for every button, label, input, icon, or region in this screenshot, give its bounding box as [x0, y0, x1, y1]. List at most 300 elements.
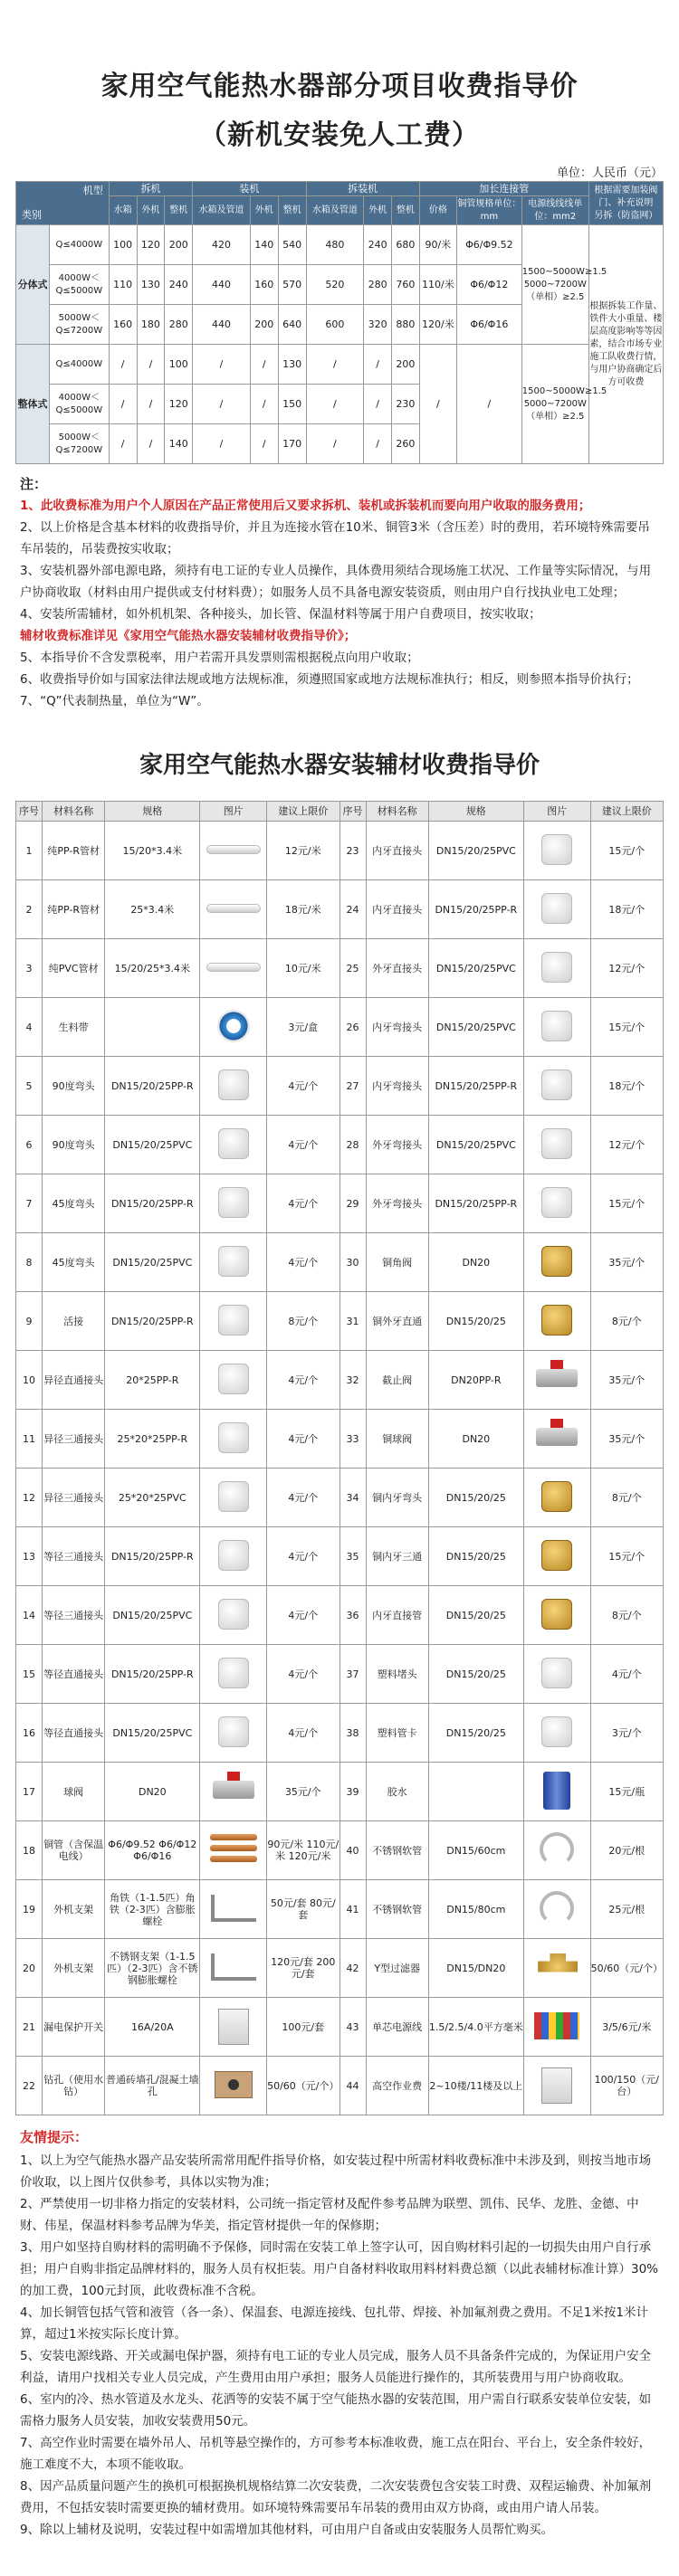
materials-cell: 15/20/25*3.4米	[105, 939, 200, 998]
photo-cell	[200, 1174, 267, 1233]
photo-cell	[523, 1645, 590, 1704]
material-photo	[206, 2062, 262, 2107]
materials-cell: 45度弯头	[43, 1174, 105, 1233]
materials-cell: 7	[16, 1174, 43, 1233]
material-photo	[529, 1239, 585, 1284]
materials-cell: 铜角阀	[366, 1233, 428, 1292]
material-photo	[529, 1709, 585, 1754]
note-item: 7、“Q”代表制热量，单位为“W”。	[20, 694, 209, 708]
materials-cell: 8元/个	[590, 1586, 663, 1645]
fee-cell: 110	[109, 265, 137, 305]
photo-cell	[200, 1057, 267, 1116]
fee-cell: /	[193, 345, 251, 385]
materials-cell: Φ6/Φ9.52 Φ6/Φ12 Φ6/Φ16	[105, 1821, 200, 1880]
material-photo	[206, 1474, 262, 1519]
fee-cell: 140	[165, 424, 193, 464]
fee-cell: /	[193, 385, 251, 424]
materials-header: 材料名称	[43, 802, 105, 822]
materials-cell: 15元/瓶	[590, 1763, 663, 1821]
materials-row	[16, 1410, 664, 1469]
material-photo	[529, 1121, 585, 1166]
materials-cell: 异径三通接头	[43, 1469, 105, 1527]
materials-cell: 等径三通接头	[43, 1586, 105, 1645]
materials-cell: 内牙弯接头	[366, 998, 428, 1057]
materials-cell: 35元/个	[590, 1233, 663, 1292]
photo-cell	[200, 1527, 267, 1586]
materials-cell: DN15/20/25PP-R	[428, 1174, 523, 1233]
fee-cell: 680	[391, 225, 419, 265]
materials-row	[16, 1704, 664, 1763]
materials-row	[16, 1645, 664, 1704]
materials-cell: DN15/20/25PVC	[428, 822, 523, 880]
tip-item: 1、以上为空气能热水器产品安装所需常用配件指导价格，如安装过程中所需材料收费标准中未涉及到，则按当地市场价收取，以上图片仅供参考，具体以实物为准；	[20, 2153, 652, 2190]
materials-cell: DN20	[428, 1233, 523, 1292]
material-photo	[529, 1003, 585, 1049]
materials-cell: DN15/80cm	[428, 1880, 523, 1939]
fee-cell: 760	[391, 265, 419, 305]
materials-cell: DN15/20/25PVC	[105, 1233, 200, 1292]
materials-cell: 高空作业费	[366, 2057, 428, 2115]
materials-cell: 不锈钢支架（1-1.5匹）（2-3匹）含不锈钢膨胀螺栓	[105, 1939, 200, 1998]
materials-row	[16, 1351, 664, 1410]
materials-cell: DN15/20/25PVC	[428, 939, 523, 998]
materials-cell: 单芯电源线	[366, 1998, 428, 2057]
materials-header: 规格	[105, 802, 200, 822]
materials-cell: 纯PP-R管材	[43, 880, 105, 939]
materials-cell: 漏电保护开关	[43, 1998, 105, 2057]
materials-cell: 生料带	[43, 998, 105, 1057]
materials-cell: 内牙直接头	[366, 822, 428, 880]
material-photo	[206, 1709, 262, 1754]
materials-cell: DN15/20/25PP-R	[428, 1057, 523, 1116]
material-photo	[529, 945, 585, 990]
fee-cell: /	[137, 424, 165, 464]
photo-cell	[200, 1880, 267, 1939]
fee-cell: /	[193, 424, 251, 464]
photo-cell	[200, 1939, 267, 1998]
materials-cell: 等径直通接头	[43, 1704, 105, 1763]
materials-cell: 4元/个	[590, 1645, 663, 1704]
materials-cell: 4元/个	[267, 1645, 340, 1704]
materials-cell: 28	[340, 1116, 366, 1174]
fee-cell: /	[250, 424, 278, 464]
materials-header: 序号	[16, 802, 43, 822]
materials-cell: 5	[16, 1057, 43, 1116]
fee-cell: 110/米	[419, 265, 456, 305]
materials-row	[16, 1821, 664, 1880]
photo-cell	[200, 1586, 267, 1645]
materials-cell: 15/20*3.4米	[105, 822, 200, 880]
materials-cell: 不锈钢软管	[366, 1880, 428, 1939]
tip-item: 7、高空作业时需要在墙外吊人、吊机等悬空操作的，方可参考本标准收费，施工点在阳台、平台上，安全条件较好，施工难度不大，本项不能收取。	[20, 2436, 652, 2472]
fee-table: 机型 类别 拆机 装机 拆装机 加长连接管 根据需要加装阀门、补充说明 另拆（防盗网） 水箱 外机 整机 水箱及管道 外机 整机 水箱及管道 外机 整机 价格 铜管规格单位：mm 电源线线线单位：mm2 分体式 Q≤4000W 100 120 200 420 140 540 480 240 680 90/米 Φ6/Φ9.52 1500~5000W≥1.5 5000~7200W（单相）≥2.5 根据拆装工作量、铁件大小重量、楼层高度影响等等因素，结合市场专业施工队收费行情，与用户协商确定后方可收费 4000W＜Q≤5000W 110 130 240 440 160 570 520 280 760 110/米 Φ6/Φ12 5000W＜Q≤7200W 160 180 280 440 200 640 600 320 880 120/米 Φ6/Φ16 整体式 Q≤4000W / / 100 / / 130 / / 200 / / 1500~5000W≥1.5 5000~7200W（单相）≥2.5 4000W＜Q≤5000W / / 120 / / 150 / / 230 5000W＜Q≤7200W / / 140 / / 170 / / 260	[15, 181, 664, 464]
fee-cell: /	[364, 345, 392, 385]
materials-cell: 外牙直接头	[366, 939, 428, 998]
materials-row	[16, 1763, 664, 1821]
materials-cell	[428, 1763, 523, 1821]
fee-cell: /	[306, 385, 364, 424]
materials-cell: 12元/个	[590, 939, 663, 998]
materials-cell: 铜内牙三通	[366, 1527, 428, 1586]
page-subtitle: （新机安装免人工费）	[199, 119, 480, 151]
tip-item: 4、加长铜管包括气管和液管（各一条）、保温套、电源连接线、包扎带、焊接、补加氟剂费之费用。不足1米按1米计算，超过1米按实际长度计算。	[20, 2305, 649, 2342]
photo-cell	[523, 939, 590, 998]
materials-cell: 胶水	[366, 1763, 428, 1821]
materials-cell: DN15/20/25PVC	[428, 998, 523, 1057]
material-photo	[529, 1356, 585, 1402]
currency-unit: 单位：人民币（元）	[556, 166, 663, 180]
material-photo	[206, 1239, 262, 1284]
tip-item: 9、除以上辅材及说明，安装过程中如需增加其他材料，可由用户自备或由安装服务人员帮忙购买。	[20, 2523, 554, 2537]
fee-cell: 230	[391, 385, 419, 424]
tip-item: 3、用户如坚持自购材料的需明确不予保修，同时需在安装工单上签字认可，因自购材料引起的一切损失由用户自行承担；用户自购非指定品牌材料的，服务人员有权拒装。用户自备材料收取用料材料费总额（以此表辅材标准计算）30%的加工费，100元封顶，此收费标准不含税。	[20, 2240, 659, 2298]
photo-cell	[200, 1821, 267, 1880]
material-photo	[206, 1356, 262, 1402]
materials-cell: DN15/20/25PP-R	[105, 1292, 200, 1351]
materials-cell: 43	[340, 1998, 366, 2057]
materials-cell: 截止阀	[366, 1351, 428, 1410]
materials-cell: 纯PP-R管材	[43, 822, 105, 880]
materials-cell: 25	[340, 939, 366, 998]
header-diagonal: 机型 类别	[16, 182, 110, 225]
materials-cell: DN15/20/25PP-R	[105, 1174, 200, 1233]
model-cell: 4000W＜Q≤5000W	[49, 265, 109, 305]
wire-spec-whole: 1500~5000W≥1.5 5000~7200W（单相）≥2.5	[521, 345, 588, 464]
materials-row	[16, 880, 664, 939]
materials-cell: 12元/个	[590, 1116, 663, 1174]
materials-cell: 不锈钢软管	[366, 1821, 428, 1880]
materials-header: 图片	[200, 802, 267, 822]
model-cell: Q≤4000W	[49, 345, 109, 385]
fee-cell: 640	[278, 305, 306, 345]
materials-cell: 等径直通接头	[43, 1645, 105, 1704]
photo-cell	[523, 1939, 590, 1998]
fee-cell: 240	[364, 225, 392, 265]
fee-cell: 200	[391, 345, 419, 385]
materials-cell: DN20PP-R	[428, 1351, 523, 1410]
materials-cell: 35元/个	[590, 1351, 663, 1410]
materials-row	[16, 1057, 664, 1116]
materials-cell: 4元/个	[267, 1351, 340, 1410]
materials-cell: 20*25PP-R	[105, 1351, 200, 1410]
remark-cell: 根据拆装工作量、铁件大小重量、楼层高度影响等等因素，结合市场专业施工队收费行情，与用户协商确定后方可收费	[588, 225, 663, 464]
fee-cell: 260	[391, 424, 419, 464]
materials-cell: 钻孔（使用水钻）	[43, 2057, 105, 2115]
fee-cell: /	[137, 385, 165, 424]
materials-cell: 27	[340, 1057, 366, 1116]
header-extra: 加长连接管	[419, 182, 588, 196]
materials-cell: DN15/20/25PVC	[105, 1704, 200, 1763]
photo-cell	[523, 1704, 590, 1763]
materials-cell: 90度弯头	[43, 1116, 105, 1174]
material-photo	[206, 1180, 262, 1225]
fee-cell: Φ6/Φ12	[456, 265, 521, 305]
fee-cell: 180	[137, 305, 165, 345]
materials-cell: DN15/20/25	[428, 1586, 523, 1645]
material-photo	[206, 1121, 262, 1166]
photo-cell	[523, 1586, 590, 1645]
fee-cell: 420	[193, 225, 251, 265]
fee-row	[16, 225, 664, 265]
materials-row	[16, 1116, 664, 1174]
photo-cell	[523, 1998, 590, 2057]
materials-cell: 30	[340, 1233, 366, 1292]
note-item: 4、安装所需辅材，如外机机架、各种接头，加长管、保温材料等属于用户自费项目，按实收取；	[20, 607, 541, 622]
materials-cell: 24	[340, 880, 366, 939]
fee-cell: 100	[165, 345, 193, 385]
wire-spec-split: 1500~5000W≥1.5 5000~7200W（单相）≥2.5	[521, 225, 588, 345]
materials-row	[16, 1233, 664, 1292]
materials-cell: 50元/套 80元/套	[267, 1880, 340, 1939]
notes-heading: 注：	[20, 476, 48, 492]
materials-cell: DN15/20/25	[428, 1469, 523, 1527]
materials-row	[16, 1880, 664, 1939]
photo-cell	[523, 1821, 590, 1880]
material-photo	[206, 1003, 262, 1049]
material-photo	[529, 2062, 585, 2107]
photo-cell	[200, 880, 267, 939]
materials-cell: 10	[16, 1351, 43, 1410]
materials-cell: 20元/根	[590, 1821, 663, 1880]
material-photo	[206, 886, 262, 931]
page-title: 家用空气能热水器部分项目收费指导价	[100, 71, 579, 102]
materials-cell: 100/150（元/台）	[590, 2057, 663, 2115]
materials-cell: 14	[16, 1586, 43, 1645]
material-photo	[206, 1062, 262, 1107]
photo-cell	[200, 939, 267, 998]
materials-cell: DN15/20/25	[428, 1645, 523, 1704]
materials-cell: 4元/个	[267, 1527, 340, 1586]
materials-cell: 外机支架	[43, 1880, 105, 1939]
materials-cell: 15元/个	[590, 1174, 663, 1233]
photo-cell	[523, 2057, 590, 2115]
material-photo	[529, 1827, 585, 1872]
materials-cell: 100元/套	[267, 1998, 340, 2057]
notes-section	[0, 464, 679, 712]
fee-cell: /	[250, 345, 278, 385]
materials-cell: 4元/个	[267, 1057, 340, 1116]
materials-cell: 16	[16, 1704, 43, 1763]
fee-cell: 280	[364, 265, 392, 305]
materials-cell: 22	[16, 2057, 43, 2115]
materials-cell: 15元/个	[590, 998, 663, 1057]
photo-cell	[523, 1527, 590, 1586]
materials-cell: 34	[340, 1469, 366, 1527]
note-item: 3、安装机器外部电源电路，须持有电工证的专业人员操作，具体费用须结合现场施工状况、工作量等实际情况，与用户协商收取（材料由用户提供或支付材料费）；如服务人员不具备电源安装资质，则由用户自行找执业电工处理；	[20, 564, 652, 600]
category-whole: 整体式	[16, 345, 50, 464]
material-photo	[529, 1474, 585, 1519]
materials-cell: DN15/20/25	[428, 1704, 523, 1763]
materials-cell: 角铁（1-1.5匹）角铁（2-3匹）含膨胀螺栓	[105, 1880, 200, 1939]
material-photo	[206, 1592, 262, 1637]
material-photo	[529, 1886, 585, 1931]
materials-cell: 12	[16, 1469, 43, 1527]
materials-cell: DN15/60cm	[428, 1821, 523, 1880]
materials-cell: 18	[16, 1821, 43, 1880]
photo-cell	[523, 1469, 590, 1527]
materials-cell: 23	[340, 822, 366, 880]
photo-cell	[200, 1351, 267, 1410]
fee-cell: 320	[364, 305, 392, 345]
note-item: 2、以上价格是含基本材料的收费指导价，并且为连接水管在10米、铜管3米（含压差）时的费用，若环境特殊需要吊车吊装的，吊装费按实收取；	[20, 520, 650, 556]
fee-cell: 160	[250, 265, 278, 305]
materials-cell: 29	[340, 1174, 366, 1233]
photo-cell	[523, 822, 590, 880]
model-cell: Q≤4000W	[49, 225, 109, 265]
photo-cell	[200, 822, 267, 880]
material-photo	[206, 1886, 262, 1931]
photo-cell	[523, 1292, 590, 1351]
photo-cell	[523, 1351, 590, 1410]
fee-cell: 150	[278, 385, 306, 424]
materials-cell: 4元/个	[267, 1233, 340, 1292]
fee-cell: 120	[165, 385, 193, 424]
materials-cell: 内牙弯接头	[366, 1057, 428, 1116]
materials-cell: 18元/米	[267, 880, 340, 939]
materials-header: 序号	[340, 802, 366, 822]
fee-cell: 240	[165, 265, 193, 305]
fee-cell: 280	[165, 305, 193, 345]
materials-cell: 12元/米	[267, 822, 340, 880]
materials-cell: 8元/个	[590, 1469, 663, 1527]
materials-cell: 90度弯头	[43, 1057, 105, 1116]
material-photo	[206, 1827, 262, 1872]
material-photo	[529, 1180, 585, 1225]
material-photo	[529, 1533, 585, 1578]
tips-heading: 友情提示：	[20, 2129, 89, 2145]
photo-cell	[523, 1233, 590, 1292]
photo-cell	[200, 1233, 267, 1292]
model-cell: 4000W＜Q≤5000W	[49, 385, 109, 424]
materials-cell: DN15/20/25PP-R	[105, 1645, 200, 1704]
fee-cell: /	[306, 424, 364, 464]
fee-cell: 100	[109, 225, 137, 265]
materials-cell: 15元/个	[590, 822, 663, 880]
materials-cell: 19	[16, 1880, 43, 1939]
fee-cell: Φ6/Φ16	[456, 305, 521, 345]
material-photo	[529, 1415, 585, 1460]
materials-cell: 塑料堵头	[366, 1645, 428, 1704]
fee-cell: /	[109, 345, 137, 385]
material-photo	[529, 1768, 585, 1813]
materials-cell: 26	[340, 998, 366, 1057]
photo-cell	[200, 1645, 267, 1704]
materials-cell: 16A/20A	[105, 1998, 200, 2057]
materials-cell: DN15/20/25PP-R	[105, 1057, 200, 1116]
materials-cell: 普通砖墙孔/混凝土墙孔	[105, 2057, 200, 2115]
materials-cell: 2~10楼/11楼及以上	[428, 2057, 523, 2115]
material-photo	[529, 827, 585, 872]
note-item: 6、收费指导价如与国家法律法规或地方法规标准，须遵照国家或地方法规标准执行；相反，则参照本指导价执行；	[20, 672, 639, 687]
header-chai: 拆机	[109, 182, 192, 196]
materials-cell: 90元/米 110元/米 120元/米	[267, 1821, 340, 1880]
materials-cell: 32	[340, 1351, 366, 1410]
materials-header: 规格	[428, 802, 523, 822]
materials-cell: 4元/个	[267, 1116, 340, 1174]
materials-cell: DN20	[105, 1763, 200, 1821]
material-photo	[206, 1415, 262, 1460]
materials-header: 图片	[523, 802, 590, 822]
fee-cell: /	[364, 385, 392, 424]
materials-cell: 6	[16, 1116, 43, 1174]
photo-cell	[200, 1998, 267, 2057]
materials-cell: DN20	[428, 1410, 523, 1469]
material-photo	[206, 827, 262, 872]
tip-item: 8、因产品质量问题产生的换机可根据换机规格结算二次安装费，二次安装费包含安装工时费、双程运输费、补加氟剂费用，不包括安装时需要更换的辅材费用。如环境特殊需要吊车吊装的费用由双方协商，或由用户请人吊装。	[20, 2479, 652, 2515]
materials-cell: 25*20*25PVC	[105, 1469, 200, 1527]
materials-cell: 35元/个	[590, 1410, 663, 1469]
materials-cell: 8元/个	[267, 1292, 340, 1351]
materials-cell: 25元/根	[590, 1880, 663, 1939]
fee-cell: /	[137, 345, 165, 385]
materials-header: 建议上限价	[590, 802, 663, 822]
category-split: 分体式	[16, 225, 50, 345]
fee-cell: 540	[278, 225, 306, 265]
photo-cell	[523, 1116, 590, 1174]
material-photo	[529, 1592, 585, 1637]
photo-cell	[200, 1763, 267, 1821]
materials-cell: 11	[16, 1410, 43, 1469]
materials-cell: 31	[340, 1292, 366, 1351]
materials-cell: 10元/米	[267, 939, 340, 998]
materials-cell: DN15/20/25PVC	[105, 1116, 200, 1174]
photo-cell	[200, 1704, 267, 1763]
model-cell: 5000W＜Q≤7200W	[49, 305, 109, 345]
materials-cell: 40	[340, 1821, 366, 1880]
materials-row	[16, 1527, 664, 1586]
photo-cell	[523, 1763, 590, 1821]
materials-cell: 8元/个	[590, 1292, 663, 1351]
materials-cell: 4元/个	[267, 1469, 340, 1527]
fee-cell: 200	[250, 305, 278, 345]
materials-cell: 3元/盒	[267, 998, 340, 1057]
materials-cell: 21	[16, 1998, 43, 2057]
materials-header: 材料名称	[366, 802, 428, 822]
materials-cell: DN15/20/25	[428, 1527, 523, 1586]
materials-cell: 外牙弯接头	[366, 1174, 428, 1233]
photo-cell	[523, 1880, 590, 1939]
materials-cell: 39	[340, 1763, 366, 1821]
tip-item: 5、安装电源线路、开关或漏电保护器，须持有电工证的专业人员完成，服务人员不具备条件完成的，为保证用户安全利益，请用户找相关专业人员完成，产生费用由用户承担；服务人员能进行操作的，其所装费用与用户协商收取。	[20, 2349, 652, 2385]
materials-cell: 18元/个	[590, 1057, 663, 1116]
materials-cell: 120元/套 200元/套	[267, 1939, 340, 1998]
fee-cell: /	[109, 424, 137, 464]
materials-cell: 铜管（含保温电线）	[43, 1821, 105, 1880]
fee-cell: 170	[278, 424, 306, 464]
materials-row	[16, 1939, 664, 1998]
material-photo	[206, 1944, 262, 1990]
note-item: 辅材收费标准详见《家用空气能热水器安装辅材收费指导价》；	[20, 629, 357, 643]
tip-item: 2、严禁使用一切非格力指定的安装材料，公司统一指定管材及配件参考品牌为联塑、凯伟、民华、龙胜、金德、中财、伟星，保温材料参考品牌为华美，指定管材提供一年的保修期；	[20, 2197, 639, 2233]
materials-row	[16, 1292, 664, 1351]
fee-cell: 160	[109, 305, 137, 345]
materials-cell: 25*20*25PP-R	[105, 1410, 200, 1469]
materials-row	[16, 822, 664, 880]
materials-cell: 4元/个	[267, 1174, 340, 1233]
materials-cell: 等径三通接头	[43, 1527, 105, 1586]
tip-item: 6、室内的冷、热水管道及水龙头、花洒等的安装不属于空气能热水器的安装范围，用户需自行联系安装单位安装，如需格力服务人员安装，加收安装费用50元。	[20, 2392, 652, 2429]
materials-cell: 1	[16, 822, 43, 880]
materials-cell: 3元/个	[590, 1704, 663, 1763]
note-item: 5、本指导价不含发票税率，用户若需开具发票则需根据税点向用户收取；	[20, 651, 419, 665]
photo-cell	[200, 1469, 267, 1527]
model-cell: 5000W＜Q≤7200W	[49, 424, 109, 464]
materials-cell: 内牙直接头	[366, 880, 428, 939]
materials-cell	[105, 998, 200, 1057]
materials-cell: 铜外牙直通	[366, 1292, 428, 1351]
fee-cell: 140	[250, 225, 278, 265]
fee-cell: 520	[306, 265, 364, 305]
